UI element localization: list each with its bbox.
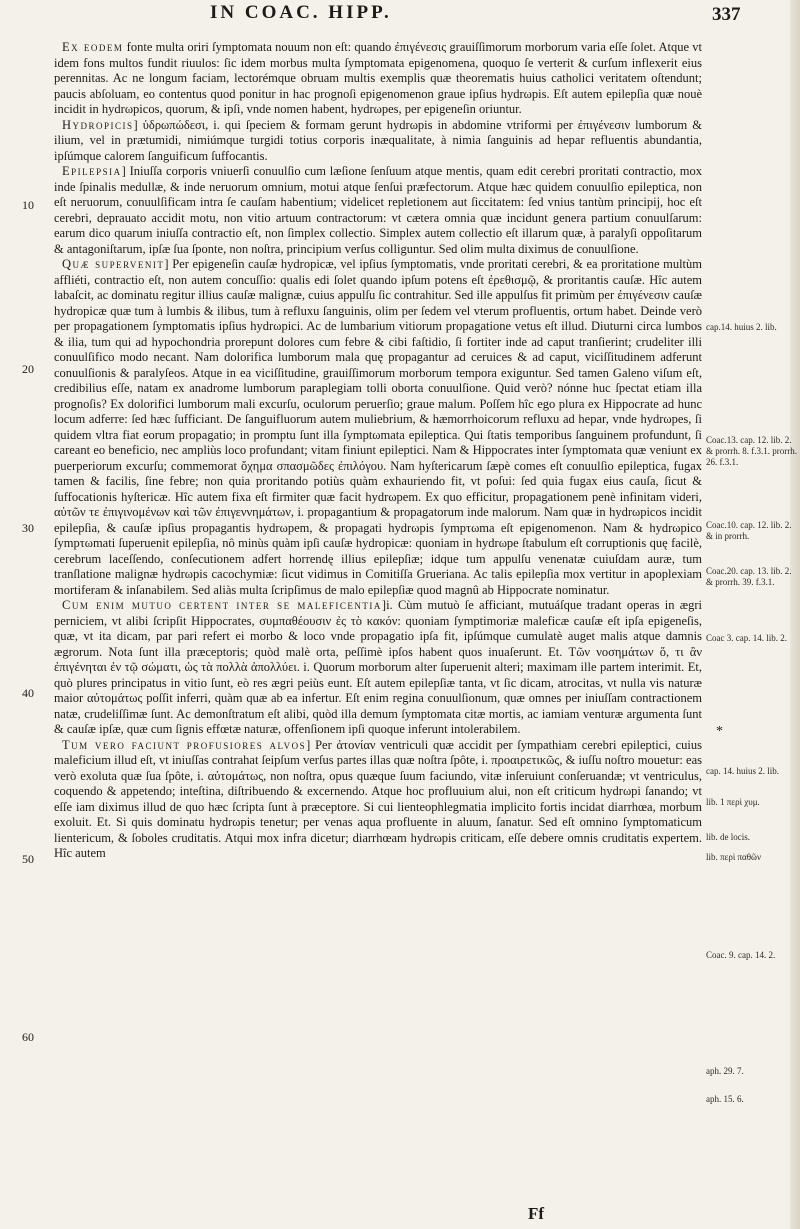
paragraph-text: ] Per epigeneſin cauſæ hydropicæ, vel ipſius ſymptomatis, vnde proritati cerebri, & ea proritatione multùm affliéti, contractio eſt, non autem concuſſio: qualis edi ſolet quando ipſum potens eſt ἐρεθισμῷ, & proritantis cauſæ. Hîc autem labaſcit, ac dominatu regitur illius cauſæ malignæ, cuius appulſu ſic contrahitur. Sed ille appulſus fit primùm per ἐπιγένεσιν cauſæ hydropicæ quæ tum à lumbis & ilibus, tum à refluxu ſanguinis, olim per ſedem vel vterum profluentis, ortum habet. Deinde verò per propagationem ſymptomatis ipſius hydrωpici. Ac de lumbarium vitiorum propagatione vetus eſt illud. Diuturni circa lumbos & ilia, tum qui ad hypochondria prorepunt dolores cum febre & cibi faſtidio, ſi fortiter inde ad caput tranſierint; crudeliter illi conuulſifico modo necant. Nam dolorifica lumborum mala quę propagantur ad ceruices & ad caput, viciſſitudinem adferunt conuulſionis & paralyſeos. Atque in ea viciſſitudine, grauiſſimorum morborum tempora exiguntur. Sed tamen Galeno viſum eſt, credibilius eſſe, natam ex anadrome lumborum paraplegiam tolli oborta conuulſione. Quid verò? nónne huc ſpectat etiam illa prognoſis? Ex dolorifici lumborum mali excurſu, oculorum peruerſio; graue malum. Poſſem hîc ego plura ex Hippocrate ad hunc locum adferre: ſed hæc ſufficiant. De ſanguifluorum autem muliebrium, & hæmorrhoicorum refluxu ad hepar, vnde hydrωpes, ſi quidem vltra fiat eorum propagatio; in promptu ſunt illa ſymptωmata epileptica. Qui ſtatis temporibus ſanguinem profundunt, ſi careant eo beneficio, nec ampliùs loco profundant; vitam finiunt epileptici. Nam & Hippocrates inter ſymptomata quæ veniunt ex puerperiorum excurſu; commemorat ὄχημα σπασμῶδες ἐπιλόγου. Nam hyſtericarum ſæpè comes eſt conuulſio epileptica, fugax tamen & facilis, ſine febre; non quia proritando potiùs quàm exhauriendo fit, vt poſui: ſed quia fugax eius cauſa, ſicut & ſuffocationis hyſtericæ. Hîc autem fixa eſt firmiter quæ facit hydrωpem. Ex quo efficitur, propagationem penè infinitam videri, αὐτῶν τε ἐπιγινομένων καὶ τῶν ἐπιγεννημάτων, i. propagantium & propagatorum inde malorum. Nam quæ in hydrωpicos incidit epilepſia, & cauſæ ipſius propagantis hydrωpem, & propagati hydrωpis ſympτωma eſt epigenomenon. Nam & hydrωpico ſympτωmati ſuperuenit epilepſia, nô minùs quàm ipſi cauſæ hydropicæ: quoniam in hydrωpe ſtabulum eſt corruptionis quę facilè, cerebrum laceſſendo, conſecutionem adfert horrendę illius epilepſiæ; idque tum appulſu venenatæ cuiuſdam auræ, tum tranſlatione malignæ hydrωpis cacochymiæ: ſicut vidimus in Comitiſſa Grueriana. Ac talis epilepſia mox vertitur in apoplexiam mortiferam & inſanabilem. Sed aliàs multa ſcripſimus de malo epilepſiæ quod magnû ab Hippocrate nominatur. — [54, 257, 702, 597]
margin-note: Coac.10. cap. 12. lib. 2. & in prorrh. — [706, 520, 792, 541]
margin-note: Coac 3. cap. 14. lib. 2. — [706, 633, 787, 643]
paragraph — [54, 164, 702, 257]
margin-note: lib. 1 περὶ χυμ. — [706, 797, 760, 807]
line-number: 50 — [22, 852, 34, 866]
lemma: Tum vero faciunt profusiores alvos — [62, 737, 307, 752]
paragraph-text: fonte multa oriri ſymptomata nouum non eſt: quando ἐπιγένεσις grauiſſimorum morborum varia eſſe ſolet. Atque vt idem fons multos fundit riuulos: ſic idem morbus multa ſymptomata epigenomena, quoquo ſe verterit & curſum inflexerit eius perennitas. Ac ne longum faciam, lectorémque obruam multis exemplis quæ theorematis huius catholici veritatem oſtendunt; paucis abſoluam, eo contentus quod ponitur in hac prognoſi epigenomenon graue ipſius hydrωpis. Eſt autem epilepſia quæ nouè incidit in hydrωpicos, quorum, & ipſi, vnde nomen habent, hydrωpes, per epigeneſin oriuntur. — [54, 40, 702, 116]
paragraph — [54, 118, 702, 165]
margin-note: cap. 14. huius 2. lib. — [706, 766, 779, 776]
line-number: 10 — [22, 198, 34, 212]
paragraph-text: ]i. Cùm mutuò ſe afficiant, mutuáſque tradant operas in ægri perniciem, vt alibi ſcripſit Hippocrates, συμπαθέουσιν ἐς τὸ κακόν: quoniam ſymptimoriæ maleficæ cauſæ eſt ipſa epigeneſis, quæ, vt ita dicam, par pari refert ei morbo & loco vnde propagatio ipſa fit, ipſúmque cumulatè auget malis atque damnis ægrorum. Nota ſunt illa præceptoris; quòd malè orta, peſſimè ipſos habent quos inuaſerunt. Et. Τῶν νοσημάτων ὅ, τι ἂν ἐπιγένηται ἐν τῷ σώματι, ὡς τὰ πολλὰ ἀπολλύει. i. Quorum morborum alter ſuperuenit alteri; maximam ille partem interimit. Et, quò plures principatus in vitio ſunt, eò res ægri peiùs eunt. Eſt autem epilepſiæ tanta, vt ſic dicam, atrocitas, vt nulla vis naturæ maior αὐτομάτως poſſit inferri, quàm quæ ab ea infertur. Eſt enim regina conuulſionum, quæ omnes per iniuſſam contractionem natæ, crudeliſſimæ ſunt. Ac demonſtratum eſt alibi, quòd illa demum ſymptomata citæ mortis, ac iamiam venturæ argumenta ſunt & cauſæ ipſæ, quæ cum ſignis effœtæ naturæ, offenſionem ipſi quoque inferunt intolerabilem. — [54, 598, 702, 736]
lemma: Cum enim mutuo certent inter se maleficentia — [62, 598, 382, 612]
lemma: Hydropicis — [62, 117, 134, 132]
line-number: 20 — [22, 362, 34, 376]
margin-note: cap.14. huius 2. lib. — [706, 322, 777, 332]
line-number: 30 — [22, 521, 34, 535]
paragraph-text: ] Iniuſſa corporis vniuerſi conuulſio cum læſione ſenſuum atque mentis, quam edit cerebri proritati contractio, mox inde ſpinalis medullæ, & inde neruorum omnium, motui atque ſenſui præfectorum. Atque hæc quidem conuulſio epileptica, non eſt neruorum, conuulſificam intra ſe cauſam habentium; videlicet repletionem aut ſiccitatem: ſed vnius tantùm principij, hoc eſt cerebri, deprauato accidit motu, non vitio artuum contractorum: vt cætera omnia quæ incidunt genera partium conuulſarum: earum dico quarum iniuſſa contractio eſt, non ſimplex collectio. Simplex autem collectio eſt illarum quæ, à paralyſi oppoſitarum & antagoniſtarum, ipſæ ſua ſponte, non noſtra, principium verſus colliguntur. Sed olim multa diximus de conuulſione. — [54, 164, 702, 256]
running-head: IN COAC. HIPP. — [210, 2, 392, 23]
paragraph — [54, 738, 702, 862]
lemma: Quæ supervenit — [62, 257, 165, 271]
margin-note: aph. 15. 6. — [706, 1094, 744, 1104]
lemma: Epilepsia — [62, 164, 122, 178]
asterisk-mark: * — [716, 724, 723, 739]
margin-note: Coac.13. cap. 12. lib. 2. & prorrh. 8. f.3.1. prorrh. 26. f.3.1. — [706, 435, 797, 467]
paragraph — [54, 598, 702, 738]
margin-note: lib. de locis. — [706, 832, 750, 842]
catchword: Ff — [528, 1204, 545, 1223]
margin-note: Coac. 9. cap. 14. 2. — [706, 950, 776, 960]
main-text — [54, 40, 702, 862]
paragraph — [54, 40, 702, 118]
paragraph-text: ] ὑδρωπώδεσι, i. qui ſpeciem & formam gerunt hydrωpis in abdomine vtriformi per ἐπιγένεσιν lumborum & ilium, vel in prætumidi, nimiúmque turgidi totius corporis inæqualitate, à nimia ſanguinis ad hepar refluentis abundantia, ipſúmque calorem ſanguificum ſuffocantis. — [54, 117, 702, 163]
line-number: 60 — [22, 1030, 34, 1044]
line-number: 40 — [22, 686, 34, 700]
margin-note: aph. 29. 7. — [706, 1066, 744, 1076]
margin-note: Coac.20. cap. 13. lib. 2. & prorrh. 39. f.3.1. — [706, 566, 792, 587]
paragraph — [54, 257, 702, 598]
margin-note: lib. περὶ παθῶν — [706, 852, 762, 862]
page-fold-shadow — [790, 0, 800, 1229]
page-number: 337 — [712, 4, 741, 25]
paragraph-text: ] Per ἀτονίαν ventriculi quæ accidit per ſympathiam cerebri epileptici, cuius maleficium illud eſt, vt iniuſſas contrahat ſeipſum verſus partes illas quæ noſtra ſpôte, i. προαιρετικῶς, & iuſſu noſtro mouetur: eas verò exoluta quæ ſua ſpôte, i. αὐτομάτως, non noſtra, opus quæque ſuum faciundo, vitæ inſeruiunt conſeruandæ; vt ventriculus, coquendo & appetendo; inteſtina, diſtribuendo & excernendo. Atque hoc profluuium alui, non eſt criticum hydrωpi ſanando; vt eſſe iam diximus illud de quo hæc ſcripta ſunt à præceptore. Si cui lienteophlegmatia implicito fortis incidat diarrhœa, morbum exoluit. Et. Si quis dominatu hydrωpis tenetur; per venas aqua profluente in aluum, ſanatur. Sed eſt omnino ſymptomaticum lientericum, & ſoboles cruditatis. Atqui mox infra dicetur; diarrhœam hydrωpis criticam, eſſe debere omnis cruditatis expertem. Hîc autem — [54, 737, 702, 860]
lemma: Ex eodem — [62, 40, 124, 54]
